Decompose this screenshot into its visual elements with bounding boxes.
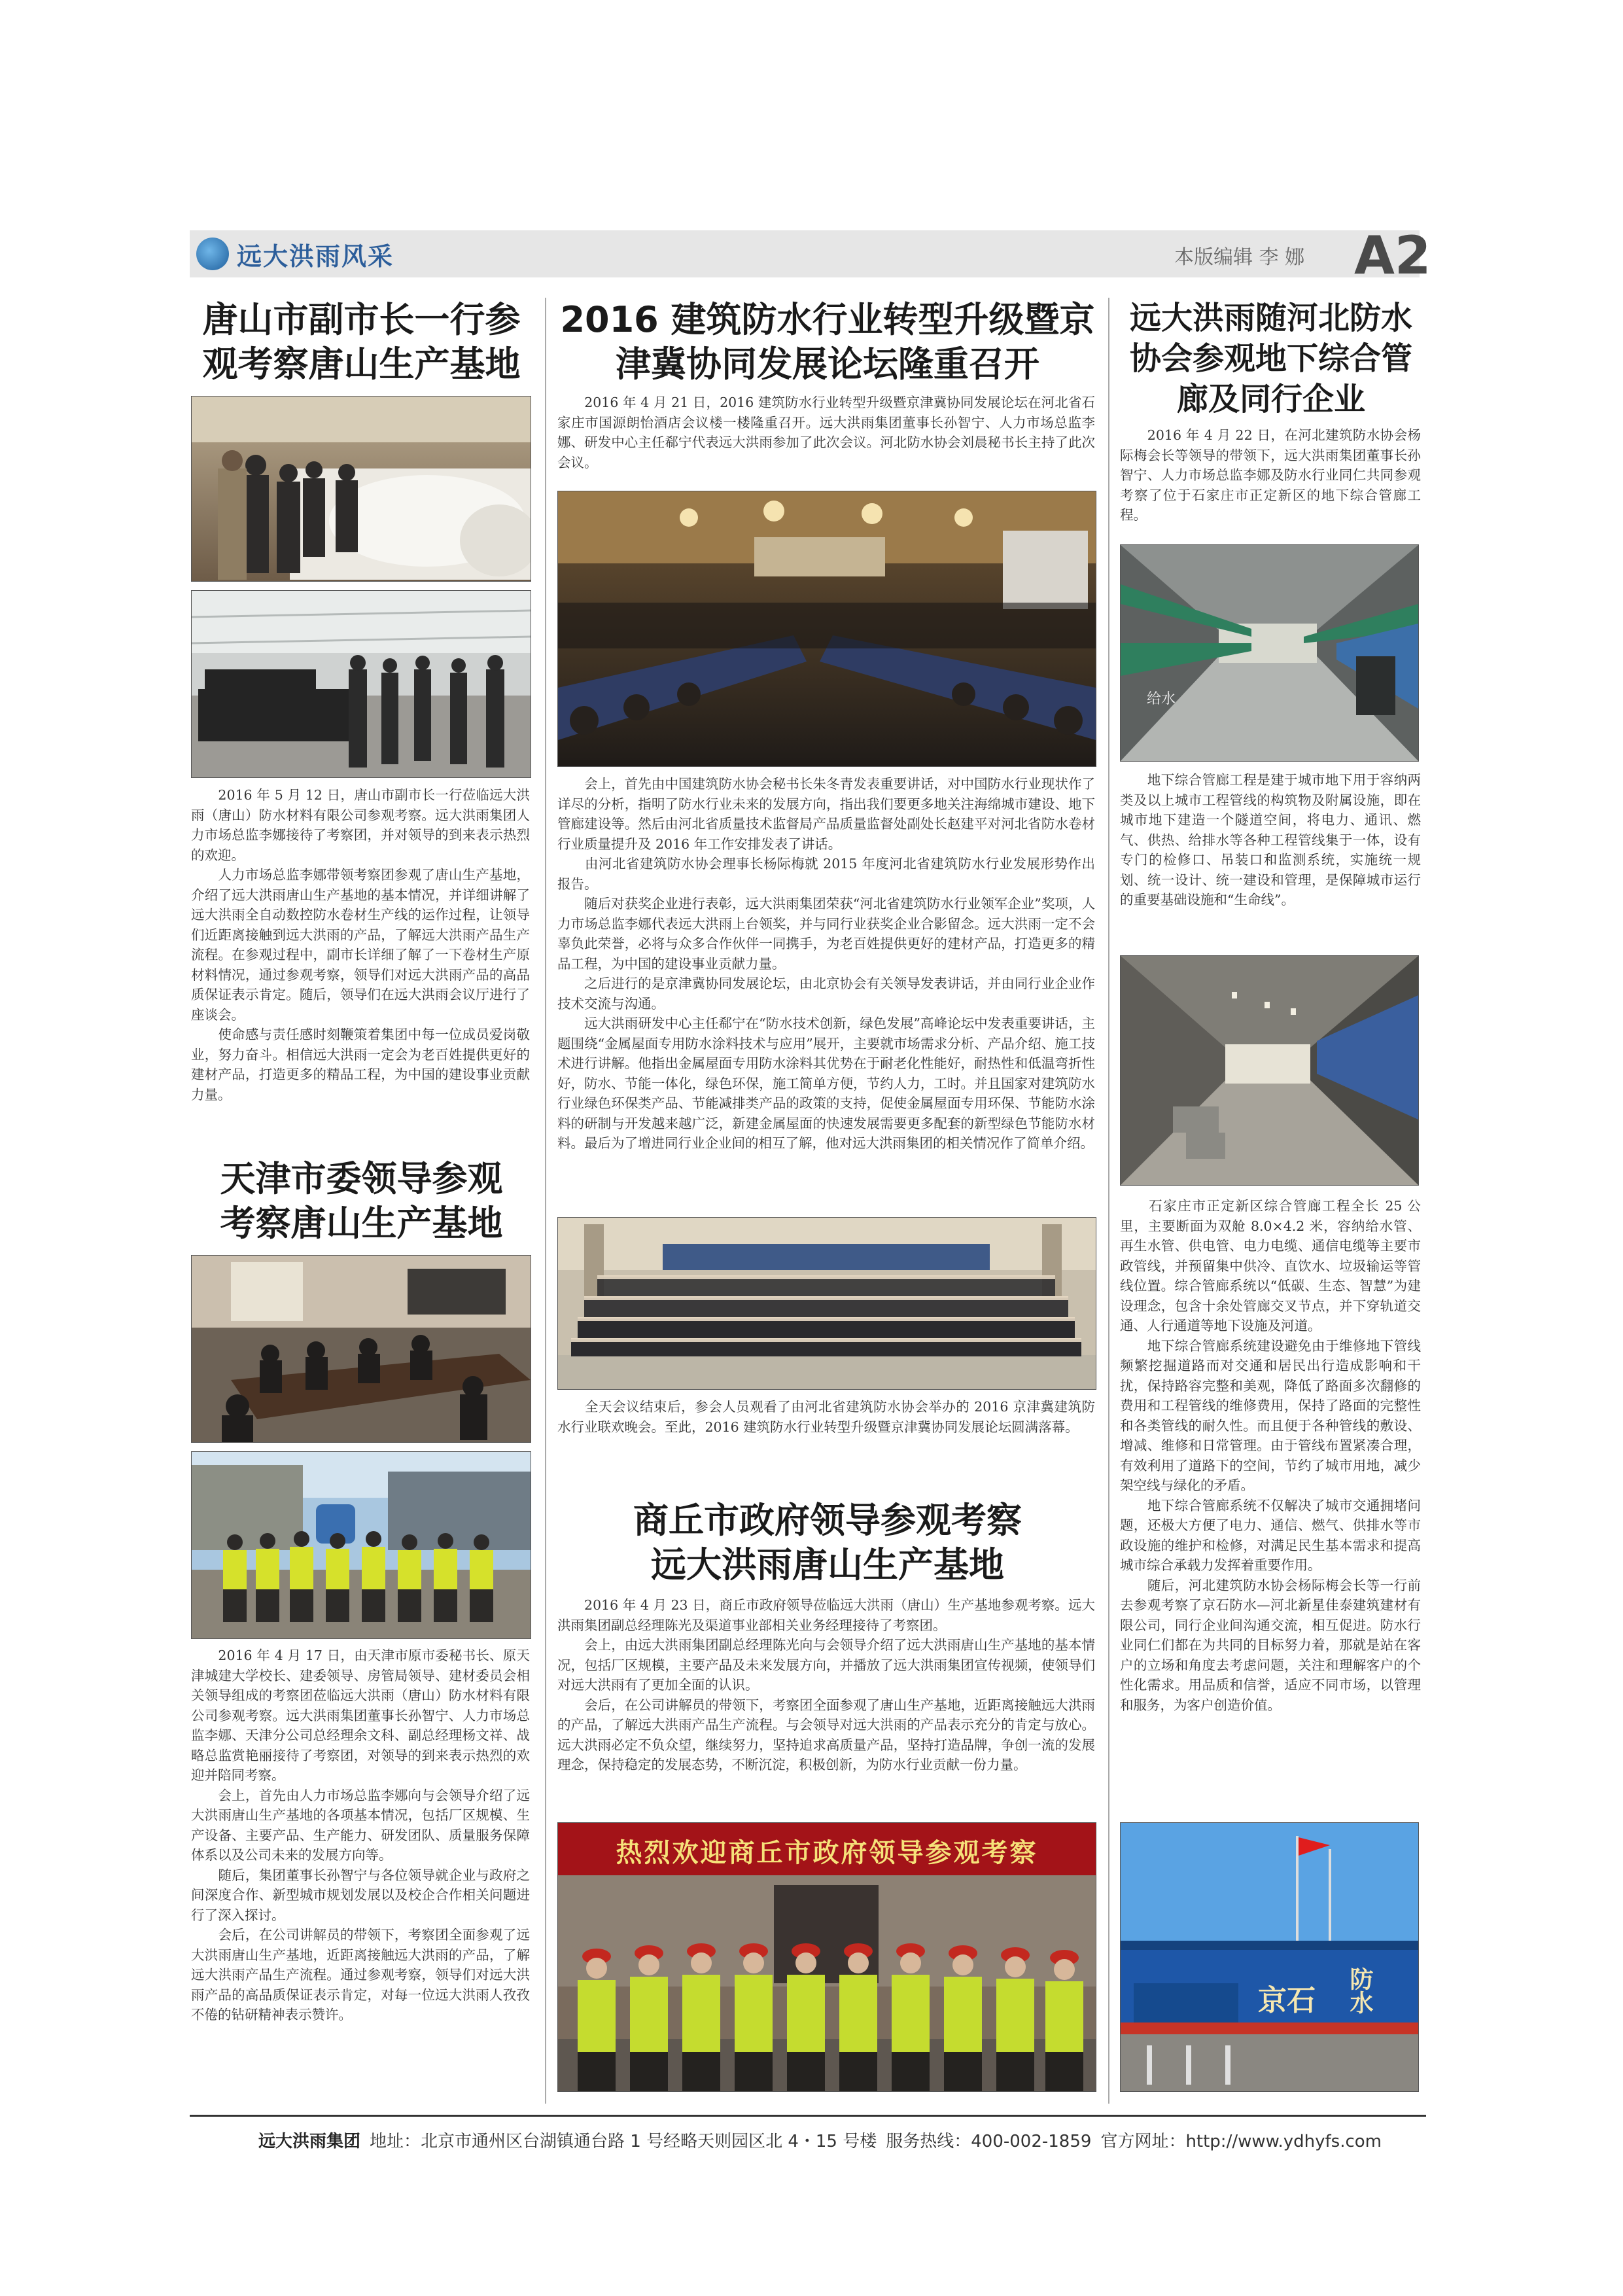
left-article1-title: [190, 298, 533, 387]
section-logo: [196, 236, 394, 272]
title-line: 廊及同行企业: [1176, 381, 1365, 417]
column-divider: [1108, 298, 1109, 2104]
title-line: 商丘市政府领导参观考察: [633, 1500, 1022, 1541]
middle-article2-title: [556, 1498, 1099, 1587]
title-line: 远大洪雨唐山生产基地: [651, 1544, 1004, 1585]
warehouse-visit-photo: [191, 590, 531, 778]
pipe-label: 给水: [1147, 691, 1176, 707]
right-article1-body2: 石家庄市正定新区综合管廊工程全长 25 公里，主要断面为双舱 8.0×4.2 米，容纳给水管、再生水管、供电管、电力电缆、通信电缆等主要市政管线，并预留集中供冷、直饮水、垃圾输运等管线位置。综合管廊系统以“低碳、生态、智慧”为建设理念，包含十余处管廊交叉节点，并下穿轨道交通、人行通道等地下设施及河道。 地下综合管廊系统建设避免由于维修地下管线频繁挖掘道路而对交通和居民出行造成影响和干扰，保持路容完整和美观，降低了路面多次翻修的费用和工程管线的维修费用，保持了路面的完整性和各类管线的耐久性。而且便于各种管线的敷设、增减、维修和日常管理。由于管线布置紧凑合理，有效利用了道路下的空间，节约了城市用地，减少架空线与绿化的矛盾。 地下综合管廊系统不仅解决了城市交通拥堵问题，还极大方便了电力、通信、燃气、供排水等市政设施的维护和检修，对满足民生基本需求和提高城市综合承载力发挥着重要作用。 随后，河北建筑防水协会杨际梅会长等一行前去参观考察了京石防水—河北新星佳泰建筑建材有限公司，同行企业间沟通交流，相互促进。防水行业同仁们都在为共同的目标努力着，那就是站在客户的立场和角度去考虑问题，关注和理解客户的个性化需求。用品质和信誉，适应不同市场，以管理和服务，为客户创造价值。: [1120, 1198, 1421, 1713]
title-line: 考察唐山生产基地: [220, 1203, 503, 1244]
middle-article1-body: 会上，首先由中国建筑防水协会秘书长朱冬青发表重要讲话，对中国防水行业现状作了详尽的分析，指明了防水行业未来的发展方向，指出我们要更多地关注海绵城市建设、地下管廊建设等。然后由河北省质量技术监督局产品质量监督处副处长赵建平对河北省防水卷材行业质量提升及 2016 年工作安排发表了讲话。 由河北省建筑防水协会理事长杨际梅就 2015 年度河北省建筑防水行业发展形势作出报告。 随后对获奖企业进行表彰，远大洪雨集团荣获“河北省建筑防水行业领军企业”奖项，人力市场总监李娜代表远大洪雨上台领奖，并与同行业获奖企业合影留念。远大洪雨一定不会辜负此荣誉，必将与众多合作伙伴一同携手，为老百姓提供更好的建材产品，打造更多的精品工程，为中国的建设事业贡献力量。 之后进行的是京津冀协同发展论坛，由北京协会有关领导发表讲话，并由同行业企业作技术交流与沟通。 远大洪雨研发中心主任郗宁在“防水技术创新，绿色发展”高峰论坛中发表重要讲话，主题围绕“金属屋面专用防水涂料技术与应用”展开，主要就市场需求分析、产品介绍、施工技术进行讲解。他指出金属屋面专用防水涂料其优势在于耐老化性能好，耐热性和低温弯折性好，防水、节能一体化，绿色环保，施工简单方便，节约人力，工时。并且国家对建筑防水行业绿色环保类产品、节能减排类产品的政策的支持，促使金属屋面专用环保、节能防水涂料的研制与开发越来越广泛，新建金属屋面的快速发展需要更多配套的新型绿色节能防水材料。最后为了增进同行业企业间的相互了解，他对远大洪雨集团的相关情况作了简单介绍。: [557, 776, 1095, 1151]
right-article1-intro: 2016 年 4 月 22 日，在河北建筑防水协会杨际梅会长等领导的带领下，远大洪雨集团董事长孙智宁、人力市场总监李娜及防水行业同仁共同参观考察了位于石家庄市正定新区的地下综合管廊工程。: [1120, 427, 1421, 523]
conference-hall-photo: [557, 491, 1096, 767]
title-line: 观考察唐山生产基地: [202, 344, 521, 385]
middle-article1-closing: 全天会议结束后，参会人员观看了由河北省建筑防水协会举办的 2016 京津冀建筑防水行业联欢晚会。至此，2016 建筑防水行业转型升级暨京津冀协同发展论坛圆满落幕。: [557, 1399, 1095, 1435]
title-line: 远大洪雨随河北防水: [1129, 300, 1412, 336]
tianjin-group-photo: [191, 1451, 531, 1639]
footer-hotline: 服务热线：400-002-1859: [886, 2132, 1092, 2151]
tunnel-corridor-photo: [1120, 955, 1419, 1186]
left-article2-title: [190, 1157, 533, 1246]
middle-article1-title: [556, 298, 1099, 387]
left-article1-body: 2016 年 5 月 12 日，唐山市副市长一行莅临远大洪雨（唐山）防水材料有限公司参观考察。远大洪雨集团人力市场总监李娜接待了考察团，并对领导的到来表示热烈的欢迎。 人力市场总监李娜带领考察团参观了唐山生产基地，介绍了远大洪雨唐山生产基地的基本情况，并详细讲解了远大洪雨全自动数控防水卷材生产线的运作过程，让领导们近距离接触到远大洪雨的产品，了解远大洪雨产品生产流程。在参观过程中，副市长详细了解了一下卷材生产原材料情况，通过参观考察，领导们对远大洪雨产品的高品质保证表示肯定。随后，领导们在远大洪雨会议厅进行了座谈会。 使命感与责任感时刻鞭策着集团中每一位成员爱岗敬业，努力奋斗。相信远大洪雨一定会为老百姓提供更好的建材产品，打造更多的精品工程，为中国的建设事业贡献力量。: [191, 787, 530, 1103]
factory-visit-photo: [191, 396, 531, 582]
forum-group-photo: [557, 1217, 1096, 1390]
title-line: 唐山市副市长一行参: [202, 299, 521, 340]
brand-logo-icon: [196, 238, 229, 270]
page-number: A2: [1354, 225, 1431, 286]
page-editor: 本版编辑 李 娜: [1174, 246, 1305, 269]
meeting-room-photo: [191, 1255, 531, 1443]
utility-tunnel-photo: [1120, 544, 1419, 762]
footer-rule: [190, 2115, 1426, 2117]
middle-article1-intro: 2016 年 4 月 21 日，2016 建筑防水行业转型升级暨京津冀协同发展论坛在河北省石家庄市国源朗怡酒店会议楼一楼隆重召开。远大洪雨集团董事长孙智宁、人力市场总监李娜、研发中心主任郗宁代表远大洪雨参加了此次会议。河北防水协会刘晨秘书长主持了此次会议。: [557, 395, 1095, 470]
welcome-banner-text: 热烈欢迎商丘市政府领导参观考察: [616, 1838, 1038, 1868]
gate-sign-right: 防水: [1346, 1967, 1373, 2014]
factory-gate-photo: [1120, 1822, 1419, 2092]
title-line: 天津市委领导参观: [220, 1158, 503, 1199]
column-divider: [545, 298, 546, 2104]
page-footer: [258, 2128, 1382, 2152]
title-line: 2016 建筑防水行业转型升级暨京: [560, 299, 1095, 340]
gate-sign-left: 京石: [1258, 1984, 1316, 2017]
shangqiu-group-photo: [557, 1822, 1096, 2092]
footer-address: 地址：北京市通州区台湖镇通台路 1 号经略天则园区北 4・15 号楼: [370, 2132, 877, 2151]
left-article2-body: 2016 年 4 月 17 日，由天津市原市委秘书长、原天津城建大学校长、建委领导、房管局领导、建材委员会相关领导组成的考察团莅临远大洪雨（唐山）防水材料有限公司参观考察。远大洪雨集团董事长孙智宁、人力市场总监李娜、天津分公司总经理余文科、副总经理杨文祥、战略总监赏艳丽接待了考察团，对领导的到来表示热烈的欢迎并陪同考察。 会上，首先由人力市场总监李娜向与会领导介绍了远大洪雨唐山生产基地的各项基本情况，包括厂区规模、生产设备、主要产品、生产能力、研发团队、质量服务保障体系以及公司未来的发展方向等。 随后，集团董事长孙智宁与各位领导就企业与政府之间深度合作、新型城市规划发展以及校企合作相关问题进行了深入探讨。 会后，在公司讲解员的带领下，考察团全面参观了远大洪雨唐山生产基地，近距离接触远大洪雨的产品，了解远大洪雨产品生产流程。通过参观考察，领导们对远大洪雨产品的高品质保证表示肯定，对每一位远大洪雨人孜孜不倦的钻研精神表示赞许。: [191, 1648, 530, 2022]
title-line: 津冀协同发展论坛隆重召开: [616, 344, 1039, 385]
title-line: 协会参观地下综合管: [1129, 340, 1412, 377]
section-name: 远大洪雨风采: [237, 241, 394, 271]
middle-article2-body: 2016 年 4 月 23 日，商丘市政府领导莅临远大洪雨（唐山）生产基地参观考察。远大洪雨集团副总经理陈光及渠道事业部相关业务经理接待了考察团。 会上，由远大洪雨集团副总经理陈光向与会领导介绍了远大洪雨唐山生产基地的基本情况，包括厂区规模，主要产品及未来发展方向，并播放了远大洪雨集团宣传视频，使领导们对远大洪雨有了更加全面的认识。 会后，在公司讲解员的带领下，考察团全面参观了唐山生产基地，近距离接触远大洪雨的产品，了解远大洪雨产品生产流程。与会领导对远大洪雨的产品表示充分的肯定与放心。远大洪雨必定不负众望，继续努力，坚持追求高质量产品，坚持打造品牌，争创一流的发展理念，保持稳定的发展态势，不断沉淀，积极创新，为防水行业贡献一份力量。: [557, 1597, 1095, 1773]
footer-company: 远大洪雨集团: [258, 2132, 361, 2151]
footer-website: 官方网址：http://www.ydhyfs.com: [1100, 2132, 1382, 2151]
right-article1-body1: 地下综合管廊工程是建于城市地下用于容纳两类及以上城市工程管线的构筑物及附属设施，即在城市地下建造一个隧道空间，将电力、通讯、燃气、供热、给排水等各种工程管线集于一体，设有专门的检修口、吊装口和监测系统，实施统一规划、统一设计、统一建设和管理，是保障城市运行的重要基础设施和“生命线”。: [1120, 772, 1421, 908]
right-article1-title: [1117, 298, 1425, 419]
header-slant: [1302, 230, 1328, 277]
